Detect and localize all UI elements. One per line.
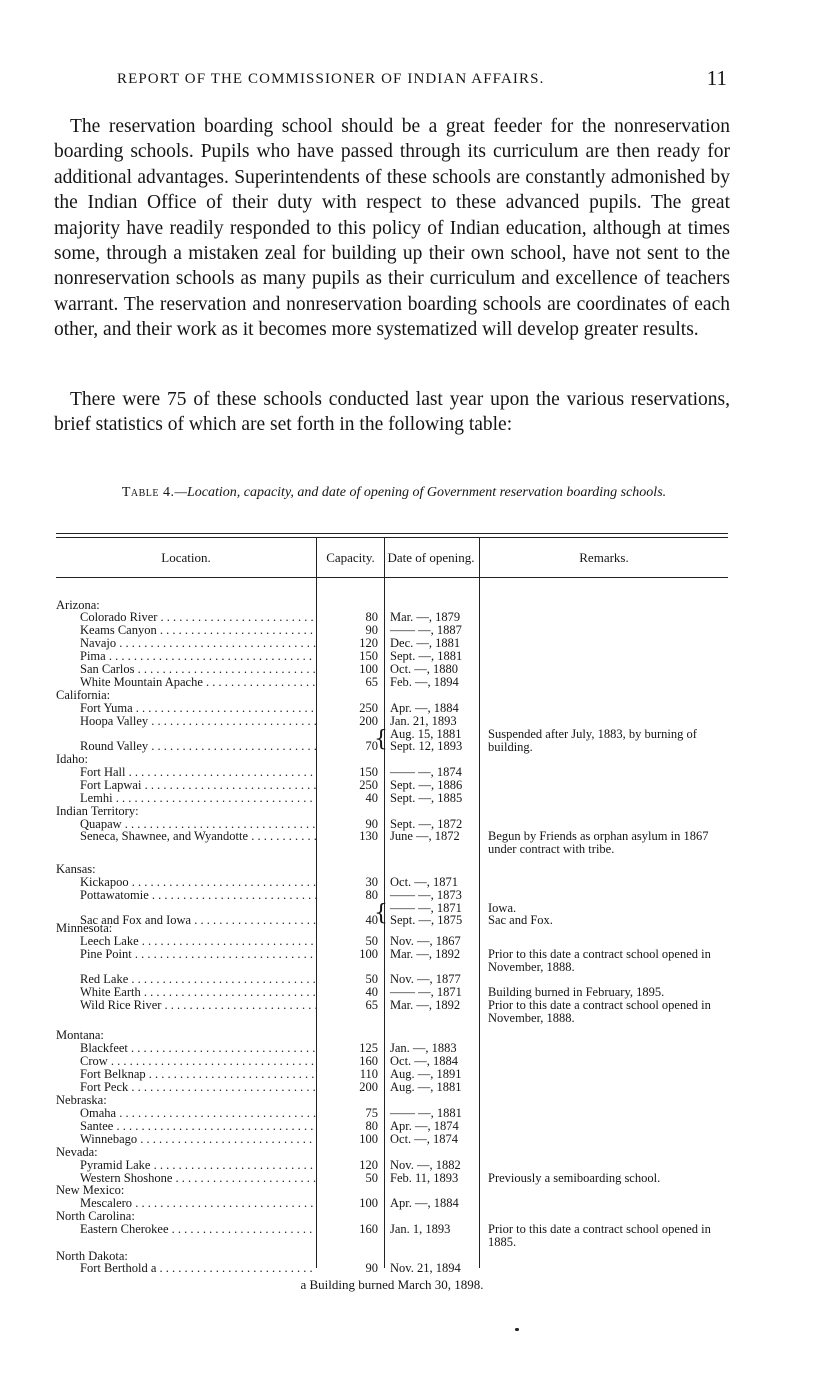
capacity-value: 75: [365, 1106, 378, 1120]
state-name: California:: [56, 689, 111, 702]
opening-date: —— —, 1871: [390, 901, 462, 915]
opening-date: Oct. —, 1874: [390, 1132, 459, 1146]
opening-date: —— —, 1873: [390, 888, 462, 902]
remark-text: Suspended after July, 1883, by burning of building.: [488, 727, 697, 754]
opening-date: Aug. 15, 1881: [390, 727, 462, 741]
capacity-value: 200: [359, 1080, 378, 1094]
location-name: Pottawatomie . . .: [80, 889, 316, 902]
opening-date: Apr. —, 1874: [390, 1119, 459, 1133]
opening-date: Mar. —, 1892: [390, 998, 461, 1012]
capacity-value: 50: [365, 934, 378, 948]
capacity-value: 90: [365, 623, 378, 637]
location-name: Western Shoshone . . .: [80, 1172, 316, 1185]
opening-date: Dec. —, 1881: [390, 636, 461, 650]
capacity-value: 40: [365, 913, 378, 927]
capacity-value: 120: [359, 636, 378, 650]
capacity-value: 100: [359, 1196, 378, 1210]
opening-date: Apr. —, 1884: [390, 701, 459, 715]
capacity-value: 90: [365, 1261, 378, 1275]
remark-text: Begun by Friends as orphan asylum in 1867 under contract with tribe.: [488, 829, 709, 856]
location-name: Fort Lapwai . . .: [80, 779, 316, 792]
location-name: Kickapoo . . .: [80, 876, 316, 889]
opening-date: Jan. 21, 1893: [390, 714, 457, 728]
opening-date: Jan. —, 1883: [390, 1041, 457, 1055]
location-name: Eastern Cherokee . . .: [80, 1223, 316, 1236]
remark-text: Building burned in February, 1895.: [488, 985, 665, 999]
capacity-value: 120: [359, 1158, 378, 1172]
capacity-value: 250: [359, 778, 378, 792]
location-name: Lemhi . . .: [80, 792, 316, 805]
capacity-value: 150: [359, 765, 378, 779]
location-name: Hoopa Valley . . .: [80, 715, 316, 728]
capacity-value: 65: [365, 998, 378, 1012]
opening-date: —— —, 1881: [390, 1106, 462, 1120]
remark-text: Previously a semiboarding school.: [488, 1171, 661, 1185]
location-name: San Carlos . . .: [80, 663, 316, 676]
table-caption: [56, 485, 732, 500]
opening-date: Feb. —, 1894: [390, 675, 459, 689]
capacity-value: 160: [359, 1222, 378, 1236]
running-header: [117, 66, 737, 90]
opening-date: June —, 1872: [390, 829, 460, 843]
opening-date: Nov. —, 1882: [390, 1158, 461, 1172]
brace-mark: {: [374, 727, 388, 752]
header-remarks: Remarks.: [579, 550, 629, 565]
location-name: White Mountain Apache . . .: [80, 676, 316, 689]
location-name: Mescalero . . .: [80, 1197, 316, 1210]
location-name: Fort Hall . . .: [80, 766, 316, 779]
capacity-value: 250: [359, 701, 378, 715]
state-name: New Mexico:: [56, 1184, 125, 1197]
body-paragraph-2: [54, 387, 730, 438]
brace-mark: {: [374, 901, 388, 926]
opening-date: —— —, 1874: [390, 765, 462, 779]
location-name: Sac and Fox and Iowa . . .: [80, 914, 316, 927]
state-name: Nevada:: [56, 1146, 98, 1159]
capacity-value: 80: [365, 1119, 378, 1133]
location-name: White Earth . . .: [80, 986, 316, 999]
remark-text: Sac and Fox.: [488, 913, 553, 927]
opening-date: Aug. —, 1891: [390, 1067, 462, 1081]
location-name: Pyramid Lake . . .: [80, 1159, 316, 1172]
column-divider: [316, 538, 317, 1268]
location-name: Fort Peck . . .: [80, 1081, 316, 1094]
ink-speck: [515, 1328, 519, 1331]
opening-date: Oct. —, 1884: [390, 1054, 459, 1068]
opening-date: —— —, 1871: [390, 985, 462, 999]
opening-date: Feb. 11, 1893: [390, 1171, 459, 1185]
location-name: Pine Point . . .: [80, 948, 316, 961]
location-name: Blackfeet . . .: [80, 1042, 316, 1055]
location-name: Navajo . . .: [80, 637, 316, 650]
opening-date: Nov. —, 1867: [390, 934, 461, 948]
location-name: Crow . . .: [80, 1055, 316, 1068]
location-name: Winnebago . . .: [80, 1133, 316, 1146]
state-name: North Carolina:: [56, 1210, 135, 1223]
page-number: 11: [706, 66, 727, 90]
state-name: Minnesota:: [56, 922, 113, 935]
location-name: Wild Rice River . . .: [80, 999, 316, 1012]
capacity-value: 90: [365, 817, 378, 831]
opening-date: Sept. —, 1881: [390, 649, 463, 663]
opening-date: Sept. 12, 1893: [390, 739, 463, 753]
schools-table: [56, 533, 728, 1292]
body-paragraph-1: [54, 114, 730, 343]
opening-date: Sept. —, 1872: [390, 817, 463, 831]
opening-date: Aug. —, 1881: [390, 1080, 462, 1094]
table-title: —Location, capacity, and date of opening of Government reservation boarding schools.: [174, 485, 667, 500]
location-name: Keams Canyon . . .: [80, 624, 316, 637]
capacity-value: 70: [365, 739, 378, 753]
location-name: Leech Lake . . .: [80, 935, 316, 948]
location-name: Quapaw . . .: [80, 818, 316, 831]
opening-date: Sept. —, 1886: [390, 778, 463, 792]
opening-date: —— —, 1887: [390, 623, 462, 637]
state-name: Arizona:: [56, 599, 100, 612]
opening-date: Sept. —, 1885: [390, 791, 463, 805]
capacity-value: 100: [359, 662, 378, 676]
opening-date: Oct. —, 1871: [390, 875, 459, 889]
capacity-value: 50: [365, 972, 378, 986]
location-name: Fort Berthold a . . .: [80, 1262, 316, 1275]
location-name: Seneca, Shawnee, and Wyandotte . . .: [80, 830, 316, 843]
paragraph-text: The reservation boarding school should be a great feeder for the nonreservation boarding schools. Pupils who have passed through its curriculum are then ready for additional advantages. Superintendents of these schools are constantly admonished by the Indian Office of their duty with respect to these advanced pupils. The great majority have readily responded to this policy of Indian education, although at times some, through a mistaken zeal for building up their own school, have not sent to the nonreservation schools as many pupils as their curriculum and excellence of teachers warrant. The reservation and nonreservation boarding schools are coordinates of each other, and their work as it becomes more systematized will develop greater results.: [54, 116, 730, 341]
location-name: Fort Belknap . . .: [80, 1068, 316, 1081]
opening-date: Nov. —, 1877: [390, 972, 461, 986]
capacity-value: 125: [359, 1041, 378, 1055]
state-name: Indian Territory:: [56, 805, 139, 818]
running-title: REPORT OF THE COMMISSIONER OF INDIAN AFFAIRS.: [117, 71, 545, 87]
remark-text: Prior to this date a contract school opened in November, 1888.: [488, 947, 711, 974]
opening-date: Apr. —, 1884: [390, 1196, 459, 1210]
opening-date: Mar. —, 1892: [390, 947, 461, 961]
header-location: Location.: [161, 550, 211, 565]
remark-text: Prior to this date a contract school opened in November, 1888.: [488, 998, 711, 1025]
state-name: Nebraska:: [56, 1094, 107, 1107]
capacity-value: 100: [359, 1132, 378, 1146]
location-name: Red Lake . . .: [80, 973, 316, 986]
paragraph-text: There were 75 of these schools conducted last year upon the various reservations, brief statistics of which are set forth in the following table:: [54, 389, 730, 436]
table-top-rule: [56, 533, 728, 534]
capacity-value: 40: [365, 985, 378, 999]
location-name: Round Valley . . .: [80, 740, 316, 753]
location-name: Omaha . . .: [80, 1107, 316, 1120]
capacity-value: 200: [359, 714, 378, 728]
location-name: Colorado River . . .: [80, 611, 316, 624]
opening-date: Oct. —, 1880: [390, 662, 459, 676]
capacity-value: 150: [359, 649, 378, 663]
capacity-value: 160: [359, 1054, 378, 1068]
capacity-value: 30: [365, 875, 378, 889]
opening-date: Jan. 1, 1893: [390, 1222, 451, 1236]
state-name: Montana:: [56, 1029, 104, 1042]
opening-date: Mar. —, 1879: [390, 610, 461, 624]
capacity-value: 100: [359, 947, 378, 961]
capacity-value: 50: [365, 1171, 378, 1185]
capacity-value: 80: [365, 888, 378, 902]
header-date: Date of opening.: [387, 550, 475, 565]
capacity-value: 130: [359, 829, 378, 843]
capacity-value: 40: [365, 791, 378, 805]
location-name: Santee . . .: [80, 1120, 316, 1133]
opening-date: Sept. —, 1875: [390, 913, 463, 927]
table-header-rule: [56, 577, 728, 578]
state-name: Idaho:: [56, 753, 88, 766]
opening-date: Nov. 21, 1894: [390, 1261, 461, 1275]
location-name: Pima . . .: [80, 650, 316, 663]
table-label: Table 4.: [121, 485, 175, 500]
state-name: Kansas:: [56, 863, 96, 876]
capacity-value: 65: [365, 675, 378, 689]
location-name: Fort Yuma . . .: [80, 702, 316, 715]
remark-text: Prior to this date a contract school opened in 1885.: [488, 1222, 711, 1249]
table-footnote: a Building burned March 30, 1898.: [300, 1277, 484, 1292]
capacity-value: 110: [359, 1067, 378, 1081]
state-name: North Dakota:: [56, 1250, 128, 1263]
capacity-value: 80: [365, 610, 378, 624]
header-capacity: Capacity.: [326, 550, 375, 565]
remark-text: Iowa.: [488, 901, 517, 915]
